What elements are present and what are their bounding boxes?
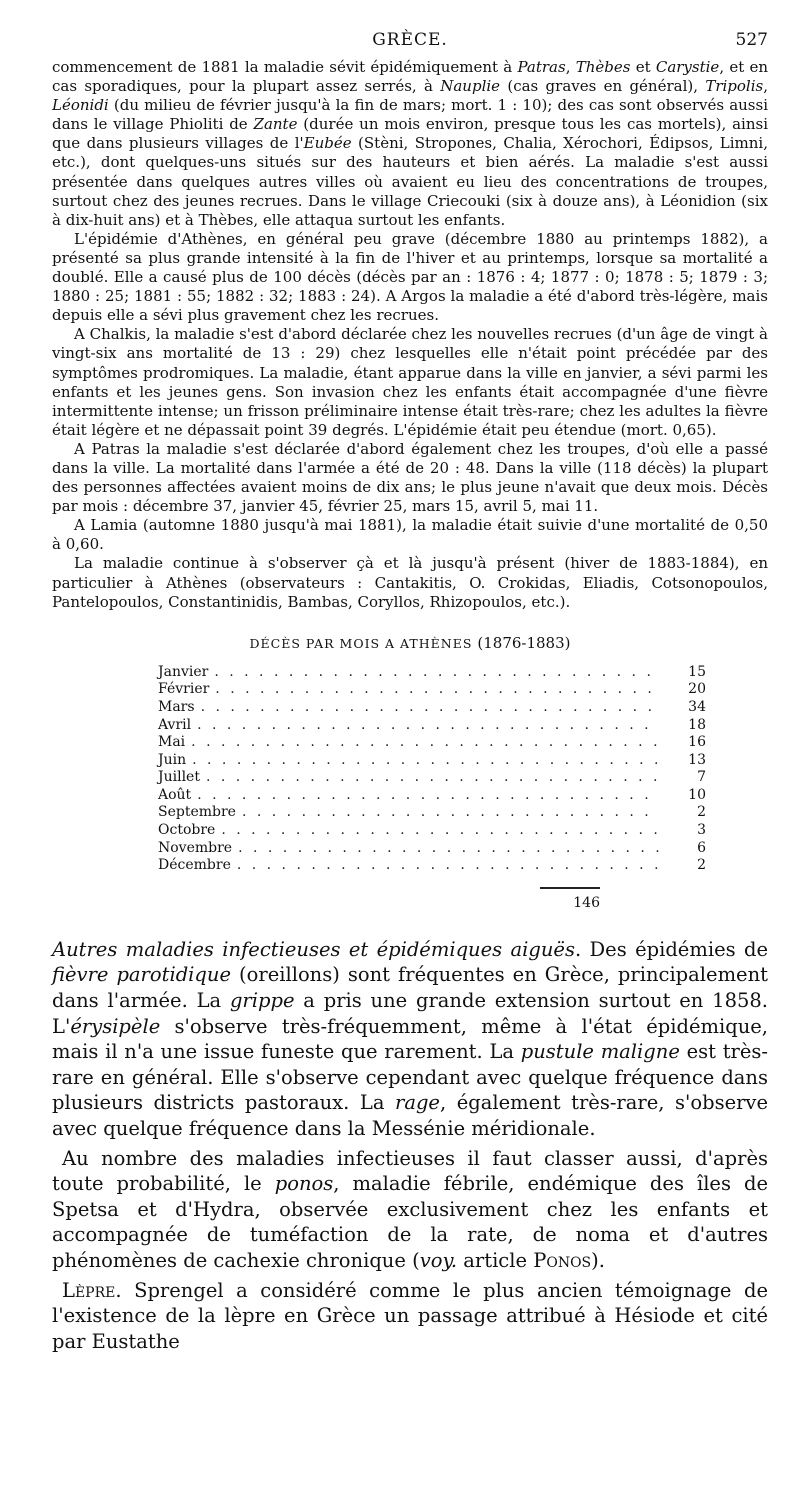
paragraph [52, 516, 768, 554]
table-row [158, 699, 706, 717]
paragraph [52, 58, 768, 230]
italic-text: Carystie [655, 58, 720, 76]
leader-dots [201, 699, 660, 715]
leader-dots [221, 822, 660, 838]
page-number: 527 [735, 30, 768, 50]
text-run: , [565, 58, 576, 76]
text-run: (durée un mois environ, presque tous les cas mortels), ainsi que dans plusieurs villages de l' [52, 115, 768, 153]
smallcaps-text: Ponos [533, 1248, 592, 1272]
body-text-small [52, 58, 768, 612]
text-run: A Patras la maladie s'est déclarée d'abord également chez les troupes, d'où elle a passé dans la ville. La mortalité dans l'armée a été de 20 : 48. Dans la ville (118 décès) la plupart des personnes affectées avaient moins de dix ans; le plus jeune n'avait que deux mois. Décès par mois : décembre 37, janvier 45, février 25, mars 15, avril 5, mai 11. [52, 439, 768, 516]
table-title-years: (1876-1883) [477, 633, 571, 652]
death-count: 3 [697, 822, 706, 839]
italic-text: Thèbes [575, 58, 631, 76]
text-run: a pris une grande extension surtout en 1858. L' [52, 989, 768, 1038]
month-label: Décembre [158, 857, 231, 874]
table-row [158, 840, 706, 858]
table-row [158, 717, 706, 735]
table-total: 146 [573, 894, 600, 911]
table-row [158, 822, 706, 840]
table-row [158, 752, 706, 770]
leader-dots [206, 769, 660, 785]
death-count: 7 [697, 769, 706, 786]
table-title-text: DÉCÈS PAR MOIS A ATHÈNES [249, 635, 473, 651]
italic-text: grippe [229, 989, 295, 1013]
leader-dots [197, 787, 660, 803]
italic-text: Patras [517, 58, 566, 76]
death-count: 18 [688, 716, 706, 733]
italic-text: pustule maligne [520, 1040, 680, 1064]
table-row [158, 734, 706, 752]
paragraph [52, 230, 768, 325]
text-run: , et en cas sporadiques, pour la plupart assez serrés, à [52, 58, 768, 96]
death-count: 6 [697, 839, 706, 856]
table-row [158, 857, 706, 875]
text-run: ). [591, 1248, 605, 1272]
death-count: 2 [697, 804, 706, 821]
paragraph [52, 325, 768, 440]
table-total-rule [540, 887, 600, 889]
paragraph [52, 1278, 768, 1355]
leader-dots [197, 717, 660, 733]
month-label: Janvier [158, 663, 209, 680]
text-run: . Des épidémies de [574, 937, 768, 961]
text-run: (Stèni, Stropones, Chalia, Xérochori, Édipsos, Limni, etc.), dont quelques-uns situés sur des hauteurs et bien aérés. La maladie s'est aussi présentée dans quelques autres villes où avaient eu lieu des concentrations de troupes, surtout chez des jeunes recrues. Dans le village Criecouki (six à douze ans), à Léonidion (six à dix-huit ans) et à Thèbes, elle attaqua surtout les enfants. [52, 134, 768, 229]
paragraph [52, 937, 768, 1142]
death-count: 13 [688, 751, 706, 768]
death-count: 10 [688, 786, 706, 803]
month-label: Juillet [158, 769, 200, 786]
text-run: article [457, 1248, 534, 1272]
paragraph [52, 440, 768, 516]
body-text-large [52, 937, 768, 1355]
text-run: L'épidémie d'Athènes, en général peu grave (décembre 1880 au printemps 1882), a présenté sa plus grande intensité à la fin de l'hiver et au printemps, lorsque sa mortalité a doublé. Elle a causé plus de 100 décès (décès par an : 1876 : 4; 1877 : 0; 1878 : 5; 1879 : 3; 1880 : 25; 1881 : 55; 1882 : 32; 1883 : 24). A Argos la maladie a été d'abord très-légère, mais depuis elle a sévi plus gravement chez les recrues. [52, 229, 768, 325]
table-row [158, 681, 706, 699]
running-title: GRÈCE. [372, 30, 448, 50]
text-run: Sprengel a considéré comme le plus ancien témoignage de l'existence de la lèpre en Grèce un passage attribué à Hésiode et cité par Eustathe [52, 1278, 768, 1353]
text-run: , [763, 77, 768, 96]
month-label: Juin [158, 751, 187, 768]
table-title [52, 634, 768, 652]
text-run: (oreillons) sont fréquentes en Grèce, principalement dans l'armée. La [52, 963, 768, 1013]
paragraph [52, 554, 768, 611]
death-count: 20 [688, 681, 706, 698]
text-run: A Chalkis, la maladie s'est d'abord déclarée chez les nouvelles recrues (d'un âge de vingt à vingt-six ans mortalité de 13 : 29) chez lesquelles elle n'était point précédée par des symptômes prodromiques. La maladie, étant apparue dans la ville en janvier, a sévi parmi les enfants et les jeunes gens. Son invasion chez les enfants était accompagnée d'une fièvre intermittente intense; un frisson préliminaire intense était très-rare; chez les adultes la fièvre était légère et ne dépassait point 39 degrés. L'épidémie était peu étendue (mort. 0,65). [52, 325, 768, 439]
italic-text: érysipèle [70, 1014, 161, 1038]
month-label: Septembre [158, 804, 236, 821]
text-run: (du milieu de février jusqu'à la fin de mars; mort. 1 : 10); des cas sont observés aussi dans le village Phioliti de [52, 96, 768, 134]
text-run: A Lamia (automne 1880 jusqu'à mai 1881), la maladie était suivie d'une mortalité de 0,50 à 0,60. [52, 516, 768, 554]
italic-text: voy. [419, 1248, 458, 1272]
italic-text: Zante [253, 115, 298, 134]
leader-dots [192, 752, 660, 768]
italic-text: fièvre parotidique [52, 963, 231, 987]
leader-dots [237, 857, 660, 873]
text-run: La maladie continue à s'observer çà et là jusqu'à présent (hiver de 1883-1884), en particulier à Athènes (observateurs : Cantakitis, O. Crokidas, Eliadis, Cotsonopoulos, Pantelopoulos, Constantinidis, Bambas, Coryllos, Rhizopoulos, etc.). [52, 554, 768, 611]
italic-text: Nauplie [440, 77, 501, 96]
smallcaps-text: Lèpre. [62, 1278, 122, 1302]
italic-text: Autres maladies infectieuses et épidémiques aiguës [52, 937, 575, 961]
italic-text: rage [395, 1091, 440, 1115]
text-run: s'observe très-fréquemment, même à l'état épidémique, mais il n'a une issue funeste que rarement. La [52, 1014, 768, 1064]
table-row [158, 664, 706, 682]
text-run: et [630, 58, 656, 76]
month-label: Août [158, 786, 192, 803]
death-count: 2 [697, 857, 706, 874]
death-count: 34 [688, 698, 706, 715]
table-row [158, 804, 706, 822]
deaths-table [158, 664, 706, 875]
italic-text: Léonidi [52, 96, 109, 115]
leader-dots [191, 734, 660, 750]
table-row [158, 769, 706, 787]
page [52, 0, 768, 1358]
text-run: , également très-rare, s'observe avec quelque fréquence dans la Messénie méridionale. [52, 1091, 768, 1140]
text-run: , maladie fébrile, endémique des îles de Spetsa et d'Hydra, observée exclusivement chez les enfants et accompagnée de tuméfaction de la rate, de noma et d'autres phénomènes de cachexie chronique ( [52, 1172, 769, 1272]
leader-dots [214, 664, 660, 680]
text-run: Au nombre des maladies infectieuses il faut classer aussi, d'après toute probabilité, le [52, 1146, 768, 1196]
paragraph [52, 1146, 768, 1274]
running-head [52, 30, 768, 58]
leader-dots [242, 804, 660, 820]
text-run: est très-rare en général. Elle s'observe cependant avec quelque fréquence dans plusieurs districts pastoraux. La [52, 1040, 768, 1115]
death-count: 16 [688, 734, 706, 751]
month-label: Février [158, 681, 210, 698]
month-label: Novembre [158, 839, 233, 856]
death-count: 15 [688, 663, 706, 680]
table-row [158, 787, 706, 805]
italic-text: ponos [274, 1172, 334, 1196]
month-label: Mai [158, 734, 186, 751]
leader-dots [215, 681, 660, 697]
italic-text: Eubée [303, 134, 352, 153]
month-label: Octobre [158, 822, 216, 839]
leader-dots [238, 840, 660, 856]
text-run: (cas graves en général), [500, 77, 706, 96]
text-run: commencement de 1881 la maladie sévit épidémiquement à [52, 58, 518, 76]
month-label: Mars [158, 698, 195, 715]
month-label: Avril [158, 716, 192, 733]
italic-text: Tripolis [705, 77, 764, 96]
